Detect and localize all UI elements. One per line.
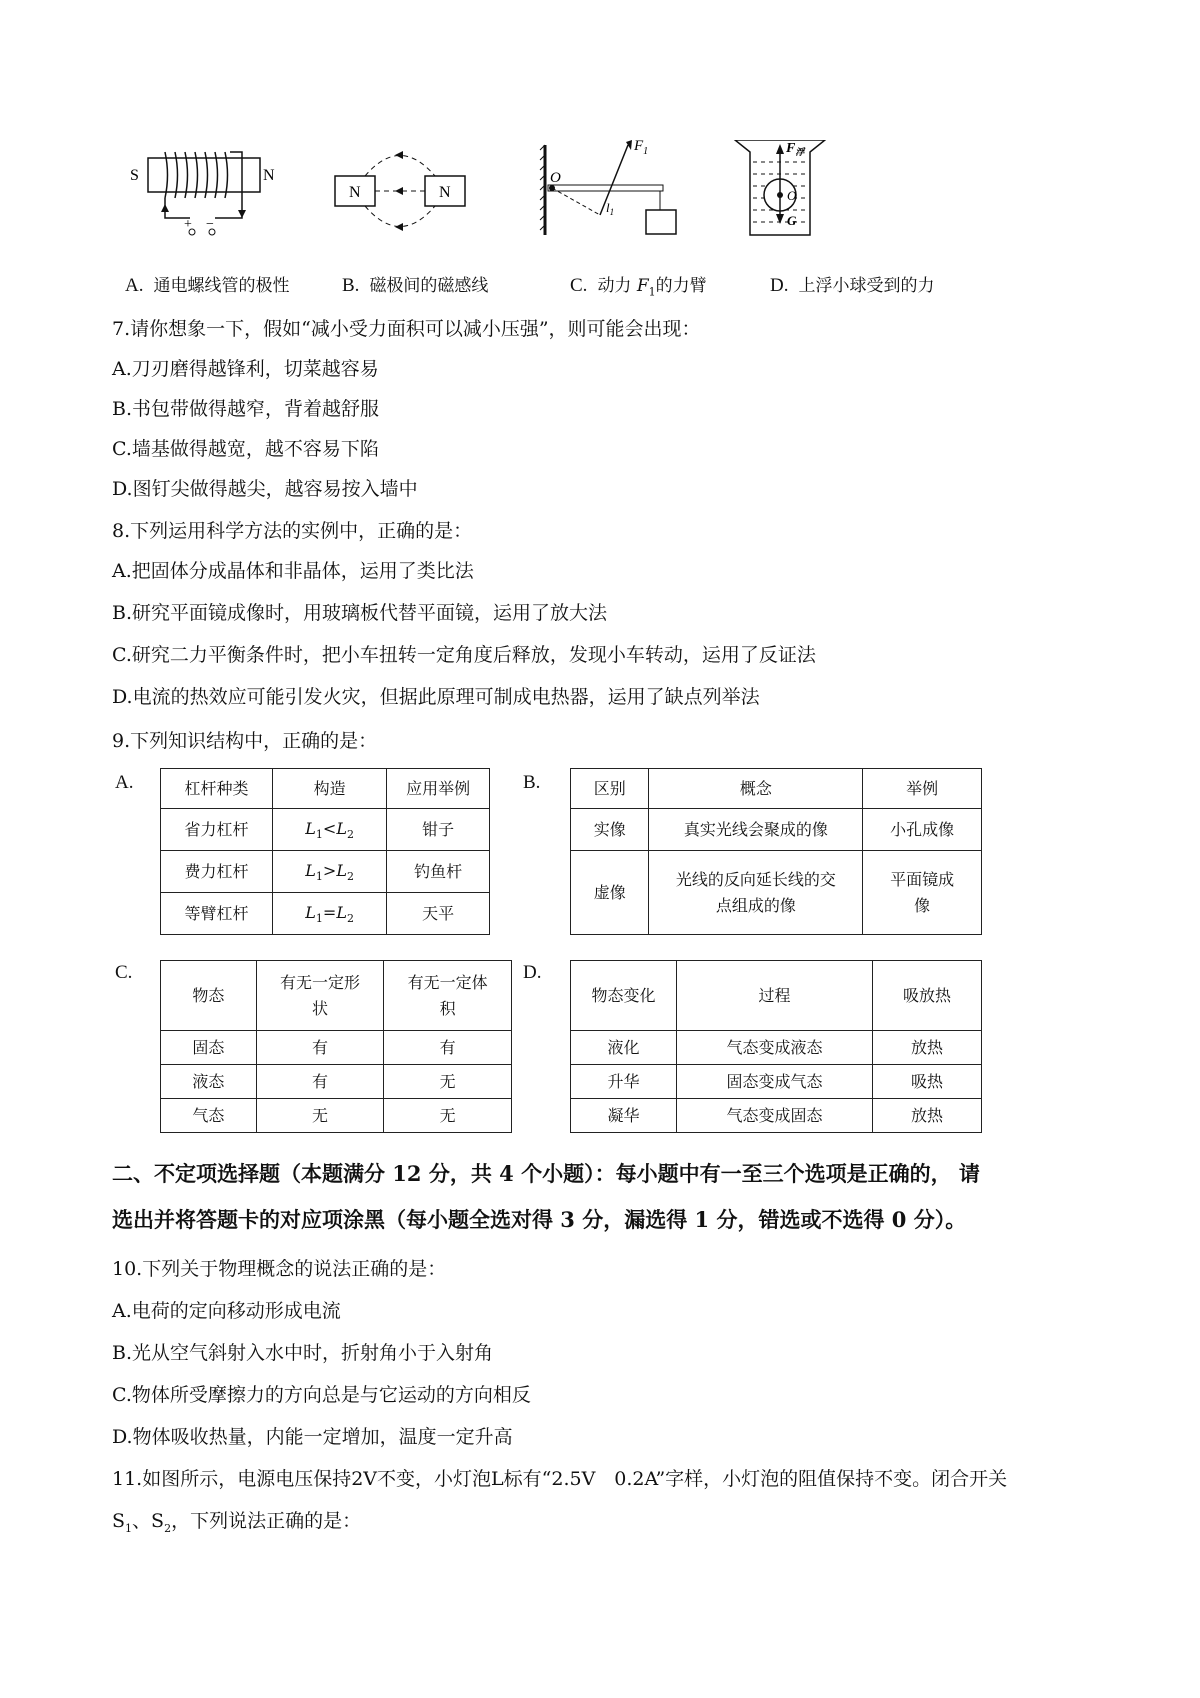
q7-stem: 7.请你想象一下，假如“减小受力面积可以减小压强”，则可能会出现： bbox=[112, 318, 701, 340]
q8-stem: 8.下列运用科学方法的实例中，正确的是： bbox=[112, 520, 473, 542]
table-c-cell: 液态 bbox=[161, 1065, 257, 1099]
q10-option-d: D.物体吸收热量，内能一定增加，温度一定升高 bbox=[112, 1426, 513, 1448]
q11-stem-line1: 11.如图所示，电源电压保持2V不变，小灯泡L标有“2.5V 0.2A”字样，小灯泡的阻值保持不变。闭合开关 bbox=[112, 1468, 1008, 1490]
table-b-header: 概念 bbox=[649, 769, 863, 809]
table-a-header: 构造 bbox=[272, 769, 386, 809]
table-a-header: 杠杆种类 bbox=[161, 769, 273, 809]
table-d-cell: 液化 bbox=[571, 1031, 677, 1065]
magnet-pole-right: N bbox=[439, 184, 451, 201]
table-a-label: A. bbox=[115, 772, 134, 793]
table-b-cell: 实像 bbox=[571, 809, 649, 851]
table-c-cell: 无 bbox=[256, 1099, 384, 1133]
q7-option-a: A.刀刃磨得越锋利，切菜越容易 bbox=[112, 358, 379, 380]
figures-row bbox=[120, 140, 1010, 270]
table-d-cell: 放热 bbox=[873, 1099, 982, 1133]
q8-option-b: B.研究平面镜成像时，用玻璃板代替平面镜，运用了放大法 bbox=[112, 602, 608, 624]
table-d-cell: 气态变成液态 bbox=[676, 1031, 872, 1065]
table-a-cell: $L_1<L_2$ bbox=[272, 809, 386, 851]
table-a-cell: 费力杠杆 bbox=[161, 851, 273, 893]
table-a-cell: 钳子 bbox=[387, 809, 490, 851]
state-table bbox=[160, 960, 512, 1133]
table-c-cell: 无 bbox=[384, 1065, 512, 1099]
table-c-header: 物态 bbox=[161, 961, 257, 1031]
table-a-cell: 省力杠杆 bbox=[161, 809, 273, 851]
table-d-cell: 吸热 bbox=[873, 1065, 982, 1099]
solenoid-pole-right: N bbox=[263, 167, 275, 184]
table-c-cell: 无 bbox=[384, 1099, 512, 1133]
table-d-cell: 气态变成固态 bbox=[676, 1099, 872, 1133]
pivot-label: O bbox=[550, 170, 561, 186]
table-d-header: 过程 bbox=[676, 961, 872, 1031]
table-d-cell: 升华 bbox=[571, 1065, 677, 1099]
figure-c-caption: C. 动力 $F_1$的力臂 bbox=[570, 275, 707, 299]
table-d-label: D. bbox=[523, 962, 542, 983]
q7-option-c: C.墙基做得越宽，越不容易下陷 bbox=[112, 438, 379, 460]
table-d-cell: 放热 bbox=[873, 1031, 982, 1065]
table-b-header: 举例 bbox=[863, 769, 982, 809]
table-a-cell: $L_1=L_2$ bbox=[272, 893, 386, 935]
lever-figure bbox=[540, 140, 676, 235]
q10-option-b: B.光从空气斜射入水中时，折射角小于入射角 bbox=[112, 1342, 494, 1364]
table-d-header: 吸放热 bbox=[873, 961, 982, 1031]
force-label: $F_1$ bbox=[634, 140, 649, 157]
table-d-cell: 固态变成气态 bbox=[676, 1065, 872, 1099]
figure-d-caption: D. 上浮小球受到的力 bbox=[770, 275, 935, 296]
table-c-label: C. bbox=[115, 962, 133, 983]
q9-stem: 9.下列知识结构中，正确的是： bbox=[112, 730, 378, 752]
plus-sign: + bbox=[184, 217, 192, 232]
minus-sign: − bbox=[206, 217, 214, 232]
table-b-cell: 小孔成像 bbox=[863, 809, 982, 851]
q10-option-a: A.电荷的定向移动形成电流 bbox=[112, 1300, 341, 1322]
table-d-cell: 凝华 bbox=[571, 1099, 677, 1133]
figure-a-caption: A. 通电螺线管的极性 bbox=[125, 275, 290, 296]
table-c-cell: 有 bbox=[256, 1031, 384, 1065]
solenoid-figure bbox=[130, 152, 275, 235]
table-a-cell: 等臂杠杆 bbox=[161, 893, 273, 935]
table-a-cell: 钓鱼杆 bbox=[387, 851, 490, 893]
table-b-cell: 平面镜成像 bbox=[863, 851, 982, 935]
magnet-field-figure bbox=[335, 151, 465, 231]
figure-b-caption: B. 磁极间的磁感线 bbox=[342, 275, 489, 296]
q10-stem: 10.下列关于物理概念的说法正确的是： bbox=[112, 1258, 447, 1280]
table-b-header: 区别 bbox=[571, 769, 649, 809]
buoyancy-label: $F_浮$ bbox=[786, 141, 805, 157]
section2-instruction-1: 二、不定项选择题（本题满分 12 分，共 4 个小题）：每小题中有一至三个选项是正确的， 请 bbox=[112, 1161, 980, 1186]
image-table bbox=[570, 768, 982, 935]
table-c-cell: 气态 bbox=[161, 1099, 257, 1133]
table-b-cell: 光线的反向延长线的交点组成的像 bbox=[649, 851, 863, 935]
q10-option-c: C.物体所受摩擦力的方向总是与它运动的方向相反 bbox=[112, 1384, 531, 1406]
q8-option-c: C.研究二力平衡条件时，把小车扭转一定角度后释放，发现小车转动，运用了反证法 bbox=[112, 644, 816, 666]
floating-ball-figure bbox=[735, 140, 825, 235]
table-b-cell: 虚像 bbox=[571, 851, 649, 935]
table-a-header: 应用举例 bbox=[387, 769, 490, 809]
solenoid-pole-left: S bbox=[130, 167, 139, 184]
arm-label: $l_1$ bbox=[606, 200, 615, 217]
q7-option-d: D.图钉尖做得越尖，越容易按入墙中 bbox=[112, 478, 418, 500]
table-a-cell: 天平 bbox=[387, 893, 490, 935]
q8-option-a: A.把固体分成晶体和非晶体，运用了类比法 bbox=[112, 560, 474, 582]
table-b-label: B. bbox=[523, 772, 541, 793]
table-c-cell: 有 bbox=[256, 1065, 384, 1099]
table-c-cell: 固态 bbox=[161, 1031, 257, 1065]
magnet-pole-left: N bbox=[349, 184, 361, 201]
lever-table bbox=[160, 768, 490, 935]
q7-option-b: B.书包带做得越窄，背着越舒服 bbox=[112, 398, 380, 420]
table-d-header: 物态变化 bbox=[571, 961, 677, 1031]
q11-stem-line2: $S_1$、$S_2$，下列说法正确的是： bbox=[112, 1510, 362, 1535]
table-c-cell: 有 bbox=[384, 1031, 512, 1065]
q8-option-d: D.电流的热效应可能引发火灾，但据此原理可制成电热器，运用了缺点列举法 bbox=[112, 686, 760, 708]
table-b-cell: 真实光线会聚成的像 bbox=[649, 809, 863, 851]
table-c-header: 有无一定形状 bbox=[256, 961, 384, 1031]
center-label: O bbox=[787, 188, 797, 203]
gravity-label: G bbox=[787, 213, 797, 228]
table-c-header: 有无一定体积 bbox=[384, 961, 512, 1031]
phase-change-table bbox=[570, 960, 982, 1133]
table-a-cell: $L_1>L_2$ bbox=[272, 851, 386, 893]
section2-instruction-2: 选出并将答题卡的对应项涂黑（每小题全选对得 3 分，漏选得 1 分，错选或不选得 0 分）。 bbox=[112, 1207, 967, 1232]
